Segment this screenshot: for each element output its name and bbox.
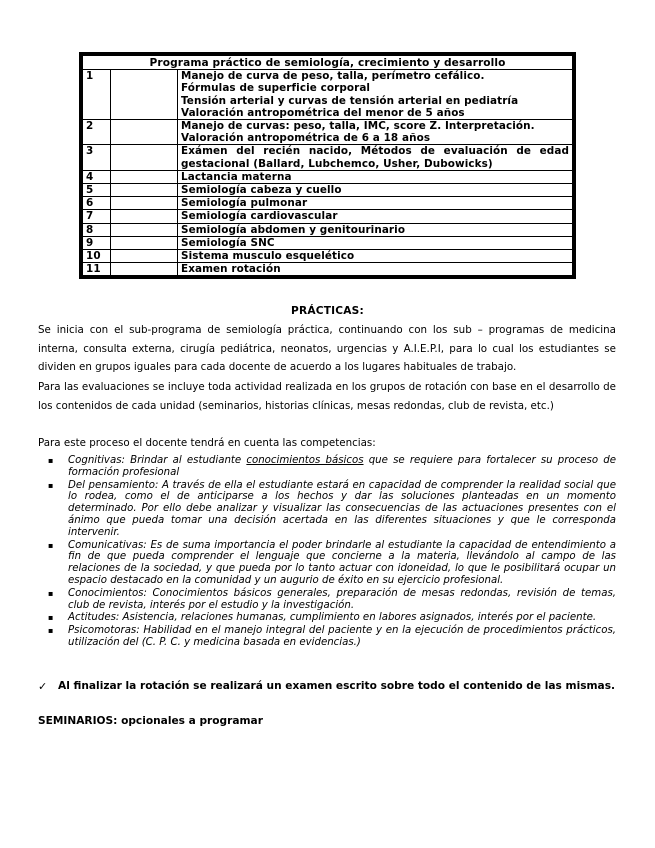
competencias-list: [38, 455, 616, 650]
competencia-text: Comunicativas: Es de suma importancia el poder brindarle al estudiante la capacidad de entendimiento a fin de que pueda comprender el lenguaje que concierne a la materia, llevándolo al campo de las relaciones de la sociedad, y que pueda por lo tanto actuar con idoneidad, lo que le posibilitará ocupar un espacio destacado en la comunidad y un augurio de éxito en su ejercicio profesional.: [68, 539, 616, 586]
row-line: Fórmulas de superficie corporal: [181, 82, 371, 95]
cognitivas-text: Cognitivas: Brindar al estudiante: [68, 455, 247, 466]
seminarios-line: SEMINARIOS: opcionales a programar: [38, 715, 263, 727]
practicas-paragraph-2: Para las evaluaciones se incluye toda actividad realizada en los grupos de rotación con base en el desarrollo de los contenidos de cada unidad (seminarios, historias clínicas, mesas redondas, club de revista, etc.): [38, 381, 616, 412]
competencia-text: Psicomotoras: Habilidad en el manejo integral del paciente y en la ejecución de procedimientos prácticos, utilización del (C. P. C. y medicina basada en evidencias.): [68, 625, 616, 648]
row-number: 7: [83, 210, 111, 223]
row-number: 1: [83, 70, 111, 120]
table-row: [83, 170, 573, 183]
row-content: Sistema musculo esquelético: [178, 250, 573, 263]
program-table-grid: [82, 55, 573, 276]
row-number: 9: [83, 236, 111, 249]
checkmark-icon: ✓: [38, 680, 48, 693]
row-number: 2: [83, 120, 111, 145]
blank-cell: [111, 250, 178, 263]
row-number: 11: [83, 263, 111, 276]
row-content: Semiología pulmonar: [178, 197, 573, 210]
list-item: [38, 588, 616, 612]
practicas-heading: PRÁCTICAS:: [291, 305, 364, 317]
row-number: 3: [83, 145, 111, 170]
final-exam-note: [38, 678, 616, 696]
row-number: 6: [83, 197, 111, 210]
row-number: 10: [83, 250, 111, 263]
cognitivas-text-end: que se requiere para fortalecer su proceso de formación profesional: [68, 455, 616, 478]
blank-cell: [111, 184, 178, 197]
blank-cell: [111, 210, 178, 223]
list-item: [38, 480, 616, 539]
row-content: Semiología abdomen y genitourinario: [178, 223, 573, 236]
table-row: [83, 197, 573, 210]
square-bullet-icon: ▪: [48, 480, 54, 490]
row-number: 5: [83, 184, 111, 197]
table-row: [83, 184, 573, 197]
square-bullet-icon: ▪: [48, 456, 54, 465]
blank-cell: [111, 197, 178, 210]
row-line: Manejo de curvas: peso, talla, IMC, score Z. Interpretación.: [181, 120, 535, 133]
program-table: [79, 52, 576, 279]
row-content: [178, 70, 573, 120]
row-number: 4: [83, 170, 111, 183]
blank-cell: [111, 263, 178, 276]
practicas-paragraph-1: Se inicia con el sub-programa de semiología práctica, continuando con los sub – programas de medicina interna, consulta externa, cirugía pediátrica, neonatos, urgencias y A.I.E.P.I, para lo cual los estudiantes se dividen en grupos iguales para cada docente de acuerdo a los lugares habituales de trabajo.: [38, 324, 616, 374]
list-item: [38, 625, 616, 649]
table-row: [83, 263, 573, 276]
square-bullet-icon: ▪: [48, 613, 54, 623]
blank-cell: [111, 236, 178, 249]
list-item: [38, 540, 616, 587]
table-title-row: [83, 56, 573, 70]
row-line: Valoración antropométrica de 6 a 18 años: [181, 132, 431, 145]
row-content: Exámen del recién nacido, Métodos de evaluación de edad gestacional (Ballard, Lubchemco, Usher, Dubowicks): [178, 145, 573, 170]
row-content: [178, 120, 573, 145]
table-row: [83, 120, 573, 145]
row-content: Examen rotación: [178, 263, 573, 276]
practicas-paragraph-3: Para este proceso el docente tendrá en cuenta las competencias:: [38, 437, 376, 449]
blank-cell: [111, 120, 178, 145]
table-row: [83, 250, 573, 263]
row-line: Manejo de curva de peso, talla, perímetro cefálico.: [181, 70, 485, 83]
row-line: Valoración antropométrica del menor de 5 años: [181, 106, 465, 119]
table-row: [83, 145, 573, 170]
competencia-text: Actitudes: Asistencia, relaciones humanas, cumplimiento en labores asignados, interés por el paciente.: [68, 612, 597, 624]
blank-cell: [111, 223, 178, 236]
list-item: [38, 455, 616, 479]
blank-cell: [111, 70, 178, 120]
square-bullet-icon: ▪: [48, 626, 54, 636]
row-content: Semiología cabeza y cuello: [178, 184, 573, 197]
blank-cell: [111, 145, 178, 170]
row-content: Lactancia materna: [178, 170, 573, 183]
table-row: [83, 236, 573, 249]
square-bullet-icon: ▪: [48, 540, 54, 550]
cognitivas-underlined: conocimientos básicos: [246, 455, 364, 466]
table-row: [83, 223, 573, 236]
row-line: Tensión arterial y curvas de tensión arterial en pediatría: [181, 94, 519, 107]
table-title: Programa práctico de semiología, crecimiento y desarrollo: [83, 56, 573, 70]
row-content: Semiología SNC: [178, 236, 573, 249]
competencia-text: Del pensamiento: A través de ella el estudiante estará en capacidad de comprender la realidad social que lo rodea, como el de anticiparse a los hechos y dar las soluciones planteadas en un momento determinado. Por ello debe analizar y visualizar las consecuencias de las actuaciones presentes con el ánimo que pueda tomar una decisión acertada en las diferentes situaciones y que le corresponda intervenir.: [68, 479, 616, 538]
row-number: 8: [83, 223, 111, 236]
list-item: [38, 612, 616, 624]
square-bullet-icon: ▪: [48, 588, 54, 598]
blank-cell: [111, 170, 178, 183]
competencia-text: Conocimientos: Conocimientos básicos generales, preparación de mesas redondas, revisión de temas, club de revista, interés por el estudio y la investigación.: [68, 587, 616, 611]
table-row: [83, 210, 573, 223]
final-exam-text: Al finalizar la rotación se realizará un examen escrito sobre todo el contenido de las mismas.: [58, 680, 616, 692]
table-row: [83, 70, 573, 120]
row-content: Semiología cardiovascular: [178, 210, 573, 223]
